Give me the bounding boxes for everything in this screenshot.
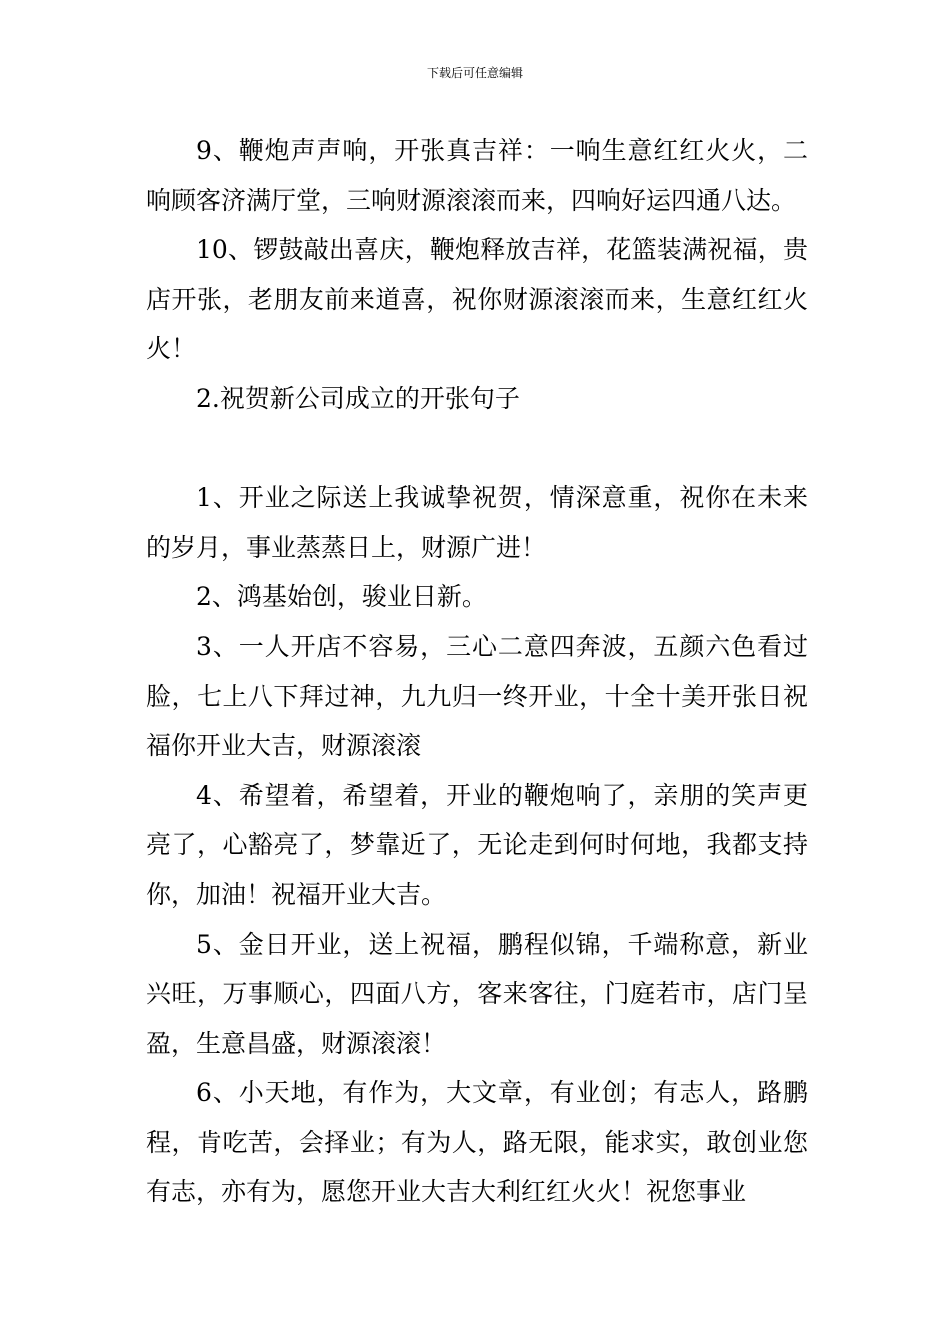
paragraph-item-6: 6、小天地，有作为，大文章，有业创；有志人，路鹏程，肯吃苦，会择业；有为人，路无限，能求实，敢创业您有志，亦有为，愿您开业大吉大利红红火火！祝您事业 (146, 1078, 808, 1207)
section-heading: 2.祝贺新公司成立的开张句子 (196, 383, 520, 413)
paragraph-item-3: 3、一人开店不容易，三心二意四奔波，五颜六色看过脸，七上八下拜过神，九九归一终开业，十全十美开张日祝福你开业大吉，财源滚滚 (146, 631, 808, 761)
page-header: 下载后可任意编辑 (426, 66, 523, 80)
blank-line (146, 424, 808, 474)
paragraph-item-10: 10、锣鼓敲出喜庆，鞭炮释放吉祥，花篮装满祝福，贵店开张，老朋友前来道喜，祝你财源滚滚而来，生意红红火火！ (146, 235, 808, 364)
paragraph-item-4: 4、希望着，希望着，开业的鞭炮响了，亲朋的笑声更亮了，心豁亮了，梦靠近了，无论走到何时何地，我都支持你，加油！祝福开业大吉。 (146, 780, 808, 909)
document-body (146, 126, 808, 1217)
paragraph-item-9: 9、鞭炮声声响，开张真吉祥：一响生意红红火火，二响顾客济满厅堂，三响财源滚滚而来，四响好运四通八达。 (146, 136, 808, 215)
paragraph-item-1: 1、开业之际送上我诚挚祝贺，情深意重，祝你在未来的岁月，事业蒸蒸日上，财源广进！ (146, 483, 808, 562)
paragraph-item-5: 5、金日开业，送上祝福，鹏程似锦，千端称意，新业兴旺，万事顺心，四面八方，客来客往，门庭若市，店门呈盈，生意昌盛，财源滚滚！ (146, 929, 808, 1058)
paragraph-item-2: 2、鸿基始创，骏业日新。 (196, 582, 487, 612)
